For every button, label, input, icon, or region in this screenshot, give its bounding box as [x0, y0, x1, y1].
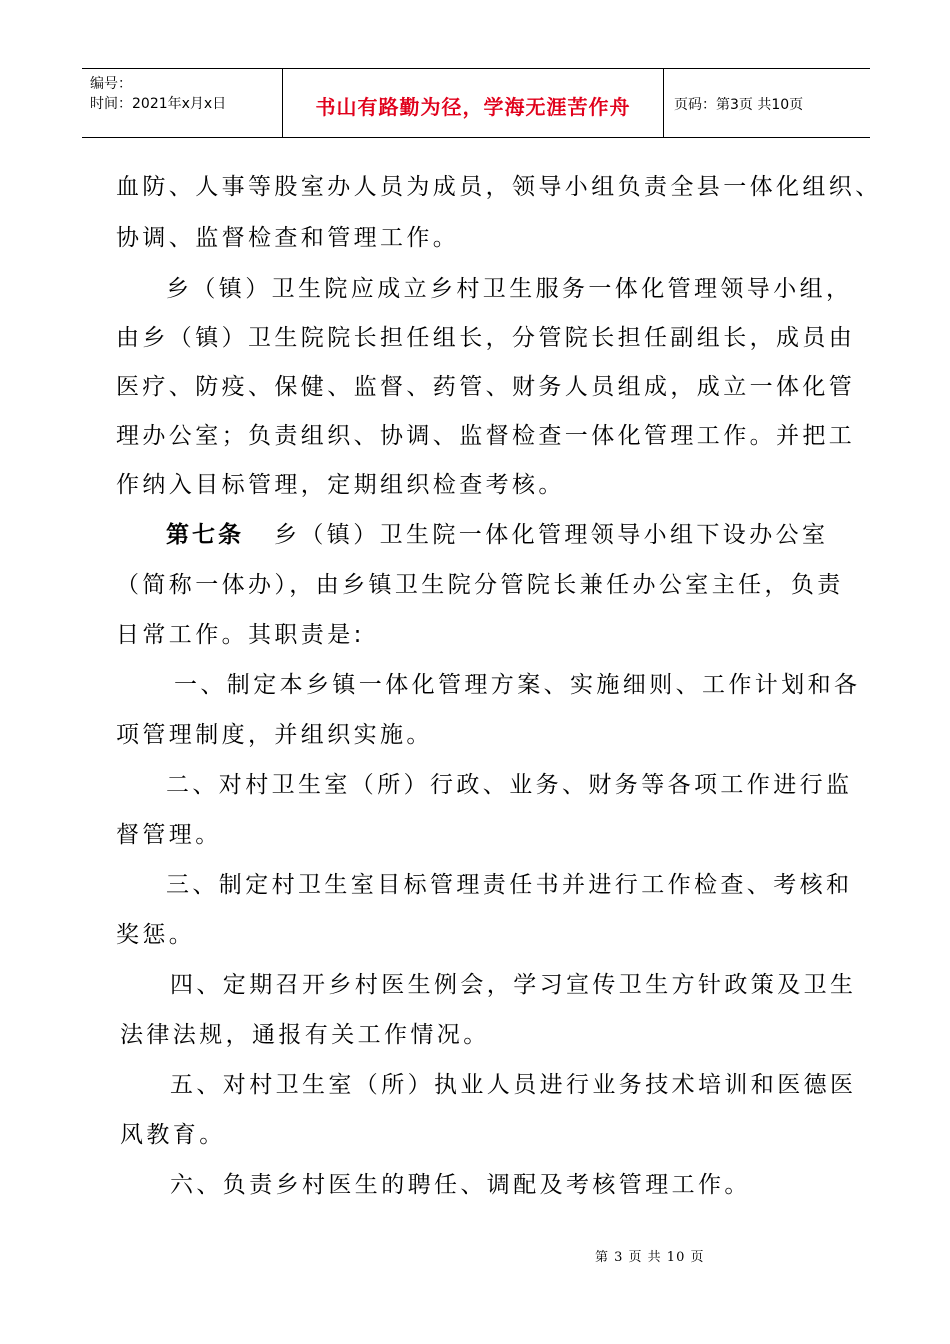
text-line: 理办公室；负责组织、协调、监督检查一体化管理工作。并把工: [116, 423, 856, 449]
list-item-line: 一、制定本乡镇一体化管理方案、实施细则、工作计划和各: [174, 672, 861, 698]
text-line: 作纳入目标管理，定期组织检查考核。: [116, 472, 565, 498]
list-item-line: 六、负责乡村医生的聘任、调配及考核管理工作。: [170, 1172, 751, 1198]
list-item-line: 五、对村卫生室（所）执业人员进行业务技术培训和医德医: [170, 1072, 857, 1098]
header-middle-cell: [282, 69, 664, 137]
header-left-cell: [82, 69, 282, 137]
list-item-line: 二、对村卫生室（所）行政、业务、财务等各项工作进行监: [166, 772, 853, 798]
text-line: 风教育。: [120, 1122, 226, 1148]
text-line: 乡（镇）卫生院应成立乡村卫生服务一体化管理领导小组，: [166, 276, 853, 302]
text-line: 日常工作。其职责是:: [116, 622, 365, 648]
document-time-label: 时间：2021年x月x日: [90, 96, 227, 112]
text-line: 乡（镇）卫生院一体化管理领导小组下设办公室: [274, 522, 829, 548]
text-line: 法律法规，通报有关工作情况。: [120, 1022, 490, 1048]
page-footer: 第 3 页 共 10 页: [595, 1250, 705, 1265]
document-number-label: 编号：: [90, 76, 132, 92]
text-line: 医疗、防疫、保健、监督、药管、财务人员组成，成立一体化管: [116, 374, 856, 400]
text-line: （简称一体办），由乡镇卫生院分管院长兼任办公室主任，负责: [116, 572, 844, 598]
header-motto: 书山有路勤为径，学海无涯苦作舟: [315, 95, 631, 119]
header-page-label: 页码：第3页 共10页: [674, 97, 804, 113]
list-item-line: 四、定期召开乡村医生例会，学习宣传卫生方针政策及卫生: [170, 972, 857, 998]
text-line: 项管理制度，并组织实施。: [116, 722, 433, 748]
text-line: 协调、监督检查和管理工作。: [116, 225, 460, 251]
header-right-cell: [664, 69, 870, 137]
header-table: [82, 68, 870, 138]
article-heading: 第七条: [166, 522, 244, 548]
text-line: 血防、人事等股室办人员为成员，领导小组负责全县一体化组织、: [116, 174, 882, 200]
text-line: 奖惩。: [116, 922, 196, 948]
list-item-line: 三、制定村卫生室目标管理责任书并进行工作检查、考核和: [166, 872, 853, 898]
text-line: 由乡（镇）卫生院院长担任组长，分管院长担任副组长，成员由: [116, 325, 856, 351]
text-line: 督管理。: [116, 822, 222, 848]
